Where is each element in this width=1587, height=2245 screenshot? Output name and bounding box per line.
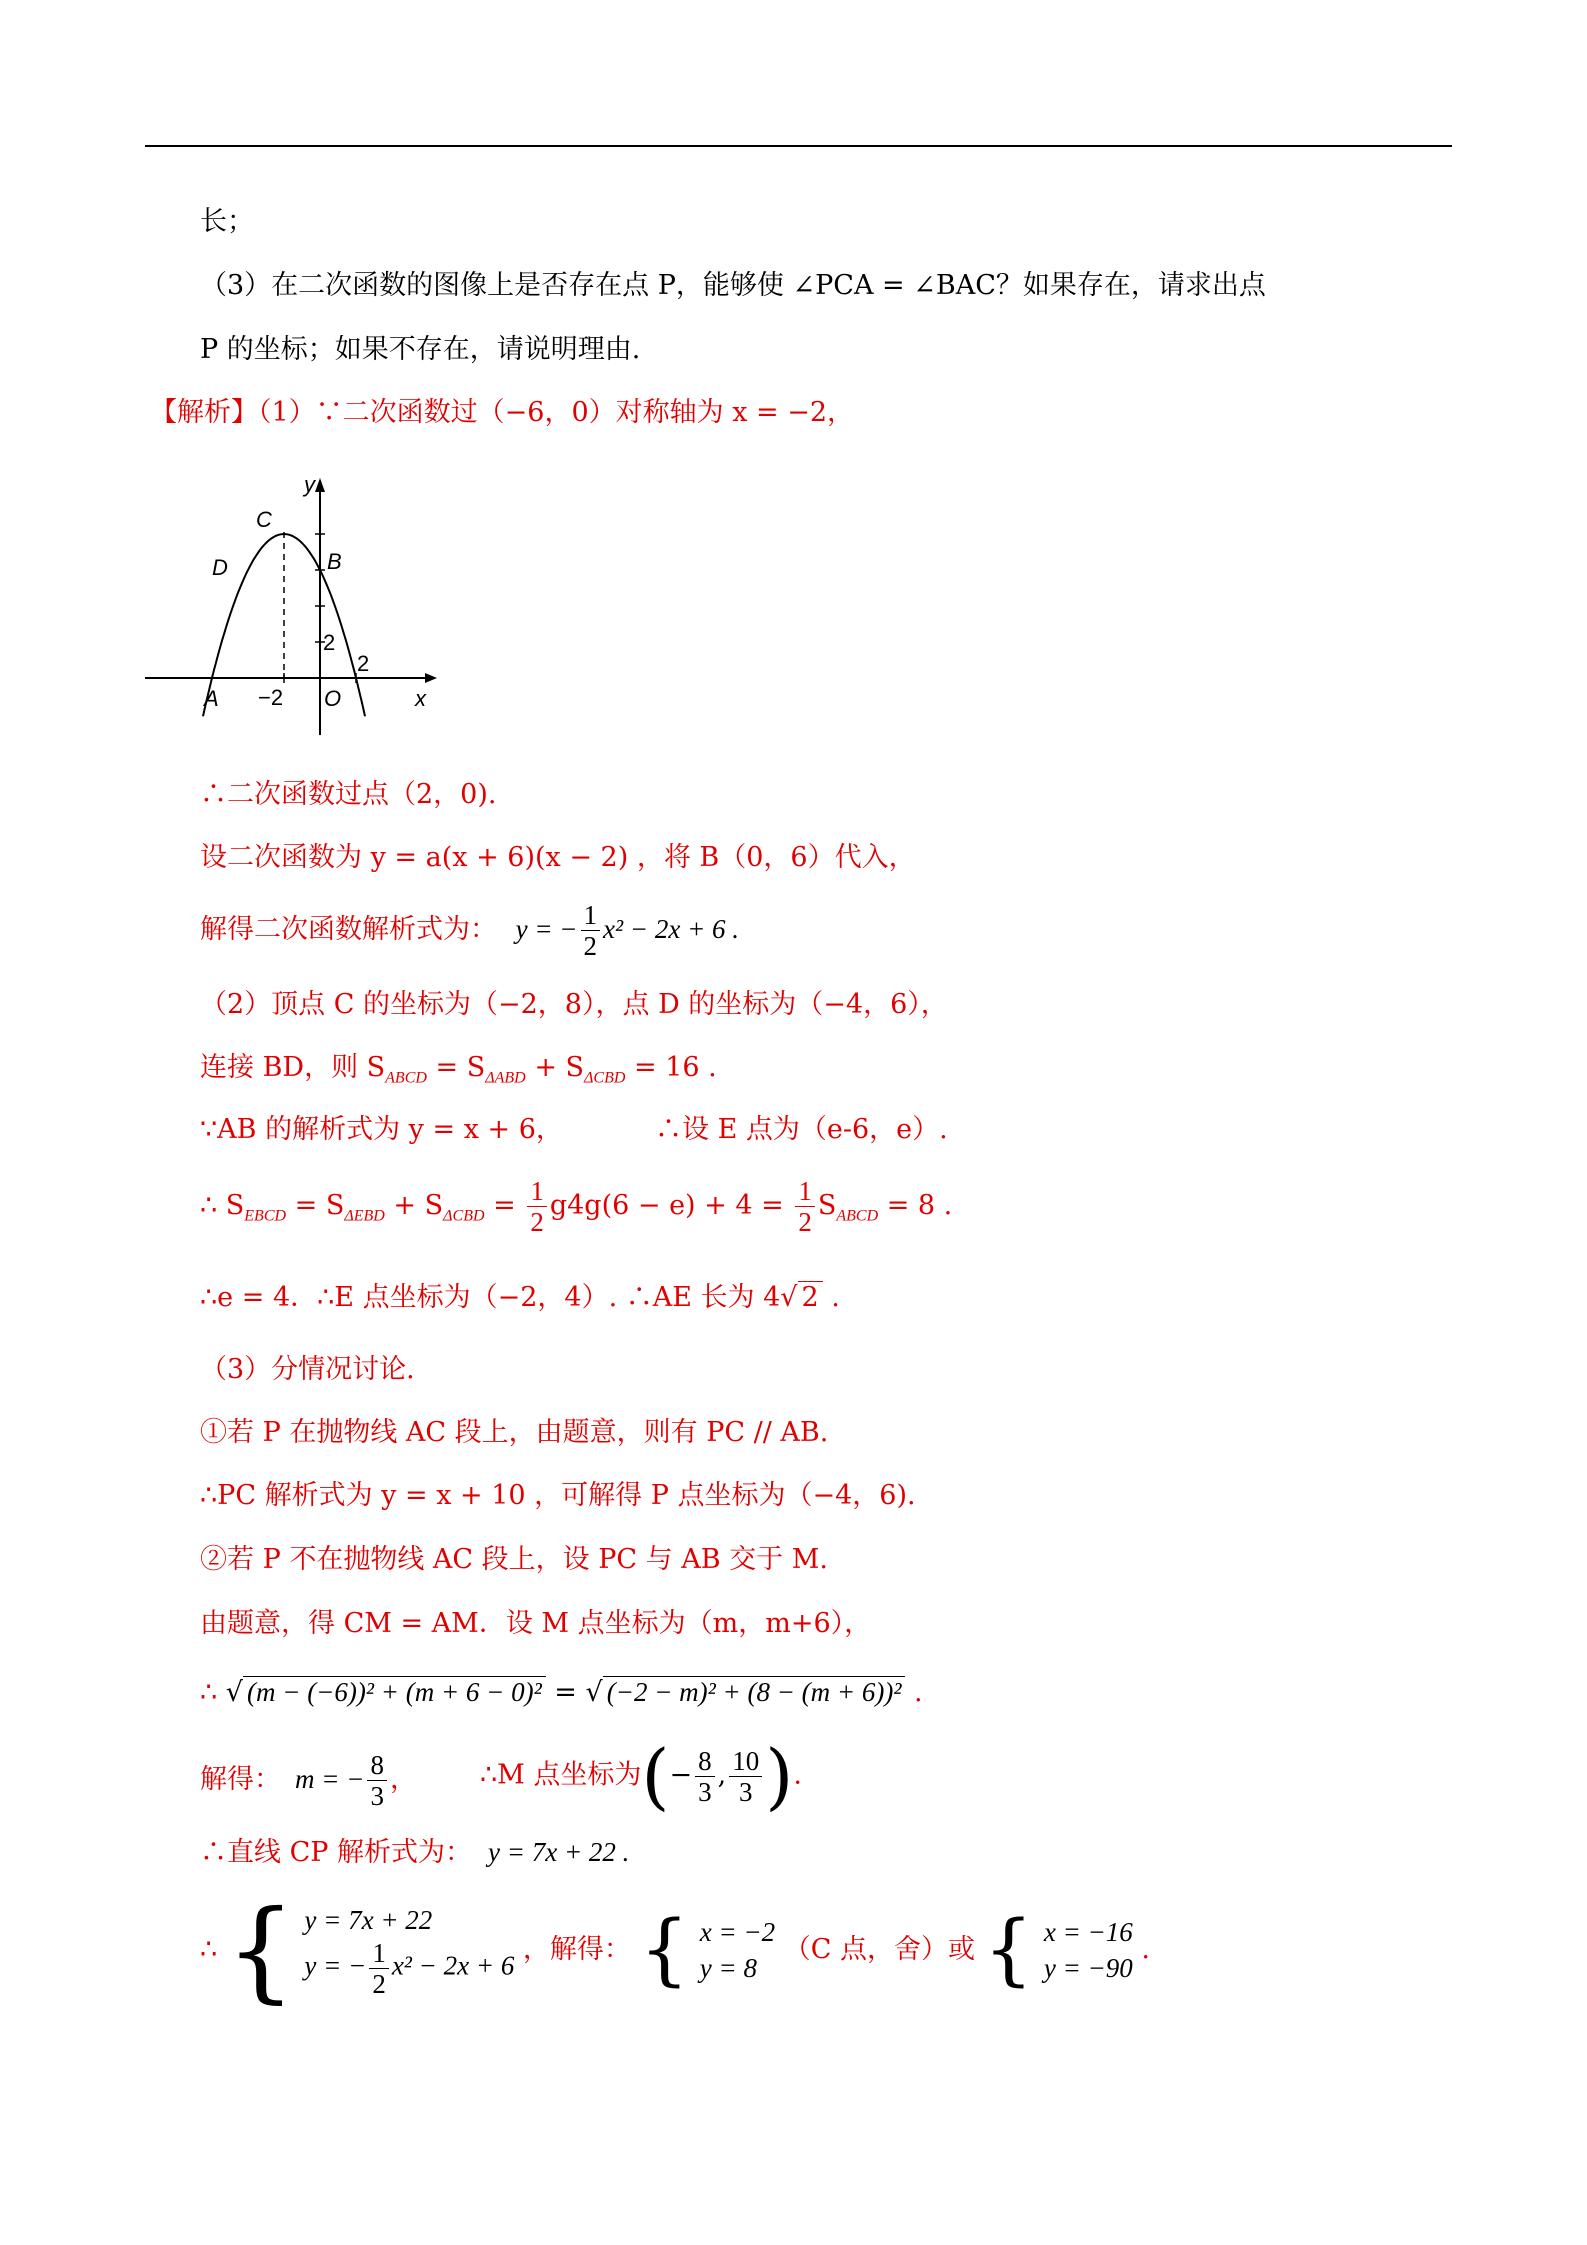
label-2y: 2 bbox=[323, 630, 336, 655]
label-C: C bbox=[256, 507, 272, 532]
label-B: B bbox=[327, 549, 342, 574]
label-y: y bbox=[304, 472, 315, 497]
label-neg2: −2 bbox=[258, 685, 284, 710]
label-x: x bbox=[415, 686, 426, 711]
solution-step-5: （2）顶点 C 的坐标为（−2，8），点 D 的坐标为（−4，6）， bbox=[200, 989, 948, 1020]
problem-line-2: P 的坐标；如果不存在，请说明理由. bbox=[200, 334, 641, 365]
solution-step-10: （3）分情况讨论. bbox=[200, 1354, 415, 1385]
solution-step-17: ∴直线 CP 解析式为： y = 7x + 22 . bbox=[200, 1837, 630, 1868]
solution-step-16a: 解得： m = − $\frac{8}{3}$ ， bbox=[200, 1750, 417, 1811]
label-O: O bbox=[324, 686, 342, 711]
solution-step-9: ∴e = 4．∴E 点坐标为（−2，4）. ∴AE 长为 4√ 2 . bbox=[200, 1282, 840, 1313]
solution-step-18: ∴ { y = 7x + 22 y = − $\frac{1}{2}$ x² − 2x + 6 ，解得： { x = −2 y = 8 （C 点，舍）或 { x = −16 y = −90 . bbox=[200, 1886, 1150, 2014]
fraction-half: $\frac{1}{2}$ bbox=[581, 900, 601, 961]
solution-step-7a: ∵AB 的解析式为 y = x + 6， bbox=[200, 1114, 563, 1145]
solution-step-12: ∴PC 解析式为 y = x + 10 ，可解得 P 点坐标为（−4，6). bbox=[200, 1480, 916, 1511]
solution-label: 【解析】 bbox=[150, 397, 258, 428]
problem-line-0: 长； bbox=[200, 206, 254, 237]
parabola-graph bbox=[140, 470, 440, 740]
label-2x: 2 bbox=[357, 651, 370, 676]
problem-line-1: （3）在二次函数的图像上是否存在点 P，能够使 ∠PCA = ∠BAC？如果存在，请求出点 bbox=[200, 270, 1266, 301]
system-equations: y = 7x + 22 y = − $\frac{1}{2}$ x² − 2x + 6 bbox=[304, 1904, 515, 1999]
label-D: D bbox=[212, 555, 228, 580]
solution-step-13: ②若 P 不在抛物线 AC 段上，设 PC 与 AB 交于 M. bbox=[200, 1544, 828, 1575]
label-A: A bbox=[204, 686, 219, 711]
solution-step-4: 解得二次函数解析式为： y = − $\frac{1}{2}$ x² − 2x + 6 . bbox=[200, 900, 740, 961]
solution-1: x = −2 y = 8 bbox=[699, 1917, 776, 1983]
solution-step-1: 【解析】（1）∵二次函数过（−6，0）对称轴为 x = −2， bbox=[150, 397, 855, 428]
solution-step-16b: ∴M 点坐标为(− $\frac{8}{3}$ , $\frac{10}{3}$ ). bbox=[480, 1734, 802, 1818]
solution-step-15: ∴ √ (m − (−6))² + (m + 6 − 0)² = √ (−2 − m)² + (8 − (m + 6))² . bbox=[200, 1677, 923, 1708]
x-axis-arrow-icon bbox=[425, 673, 437, 683]
solution-2: x = −16 y = −90 bbox=[1043, 1917, 1133, 1983]
solution-step-14: 由题意，得 CM = AM．设 M 点坐标为（m，m+6）， bbox=[200, 1608, 872, 1639]
y-axis-arrow-icon bbox=[315, 478, 325, 492]
solution-step-11: ①若 P 在抛物线 AC 段上，由题意，则有 PC // AB. bbox=[200, 1417, 829, 1448]
solution-step-8: ∴ $S_{EBCD} = S_{\Delta EBD} + S_{\Delta CBD}$ = $\frac{1}{2}$ g4g(6 − e) + 4 = $\frac{1}{2}$ $S_{ABCD} = 8$ . bbox=[200, 1176, 953, 1237]
solution-step-6: 连接 BD，则 $S_{ABCD} = S_{\Delta ABD} + S_{\Delta CBD} = 16$ . bbox=[200, 1052, 717, 1087]
header-rule bbox=[145, 145, 1452, 147]
solution-step-3: 设二次函数为 y = a(x + 6)(x − 2) ，将 B（0，6）代入， bbox=[200, 842, 916, 873]
solution-step-7b: ∴设 E 点为（e-6，e）. bbox=[655, 1114, 948, 1145]
solution-step-2: ∴二次函数过点（2，0). bbox=[200, 779, 497, 810]
